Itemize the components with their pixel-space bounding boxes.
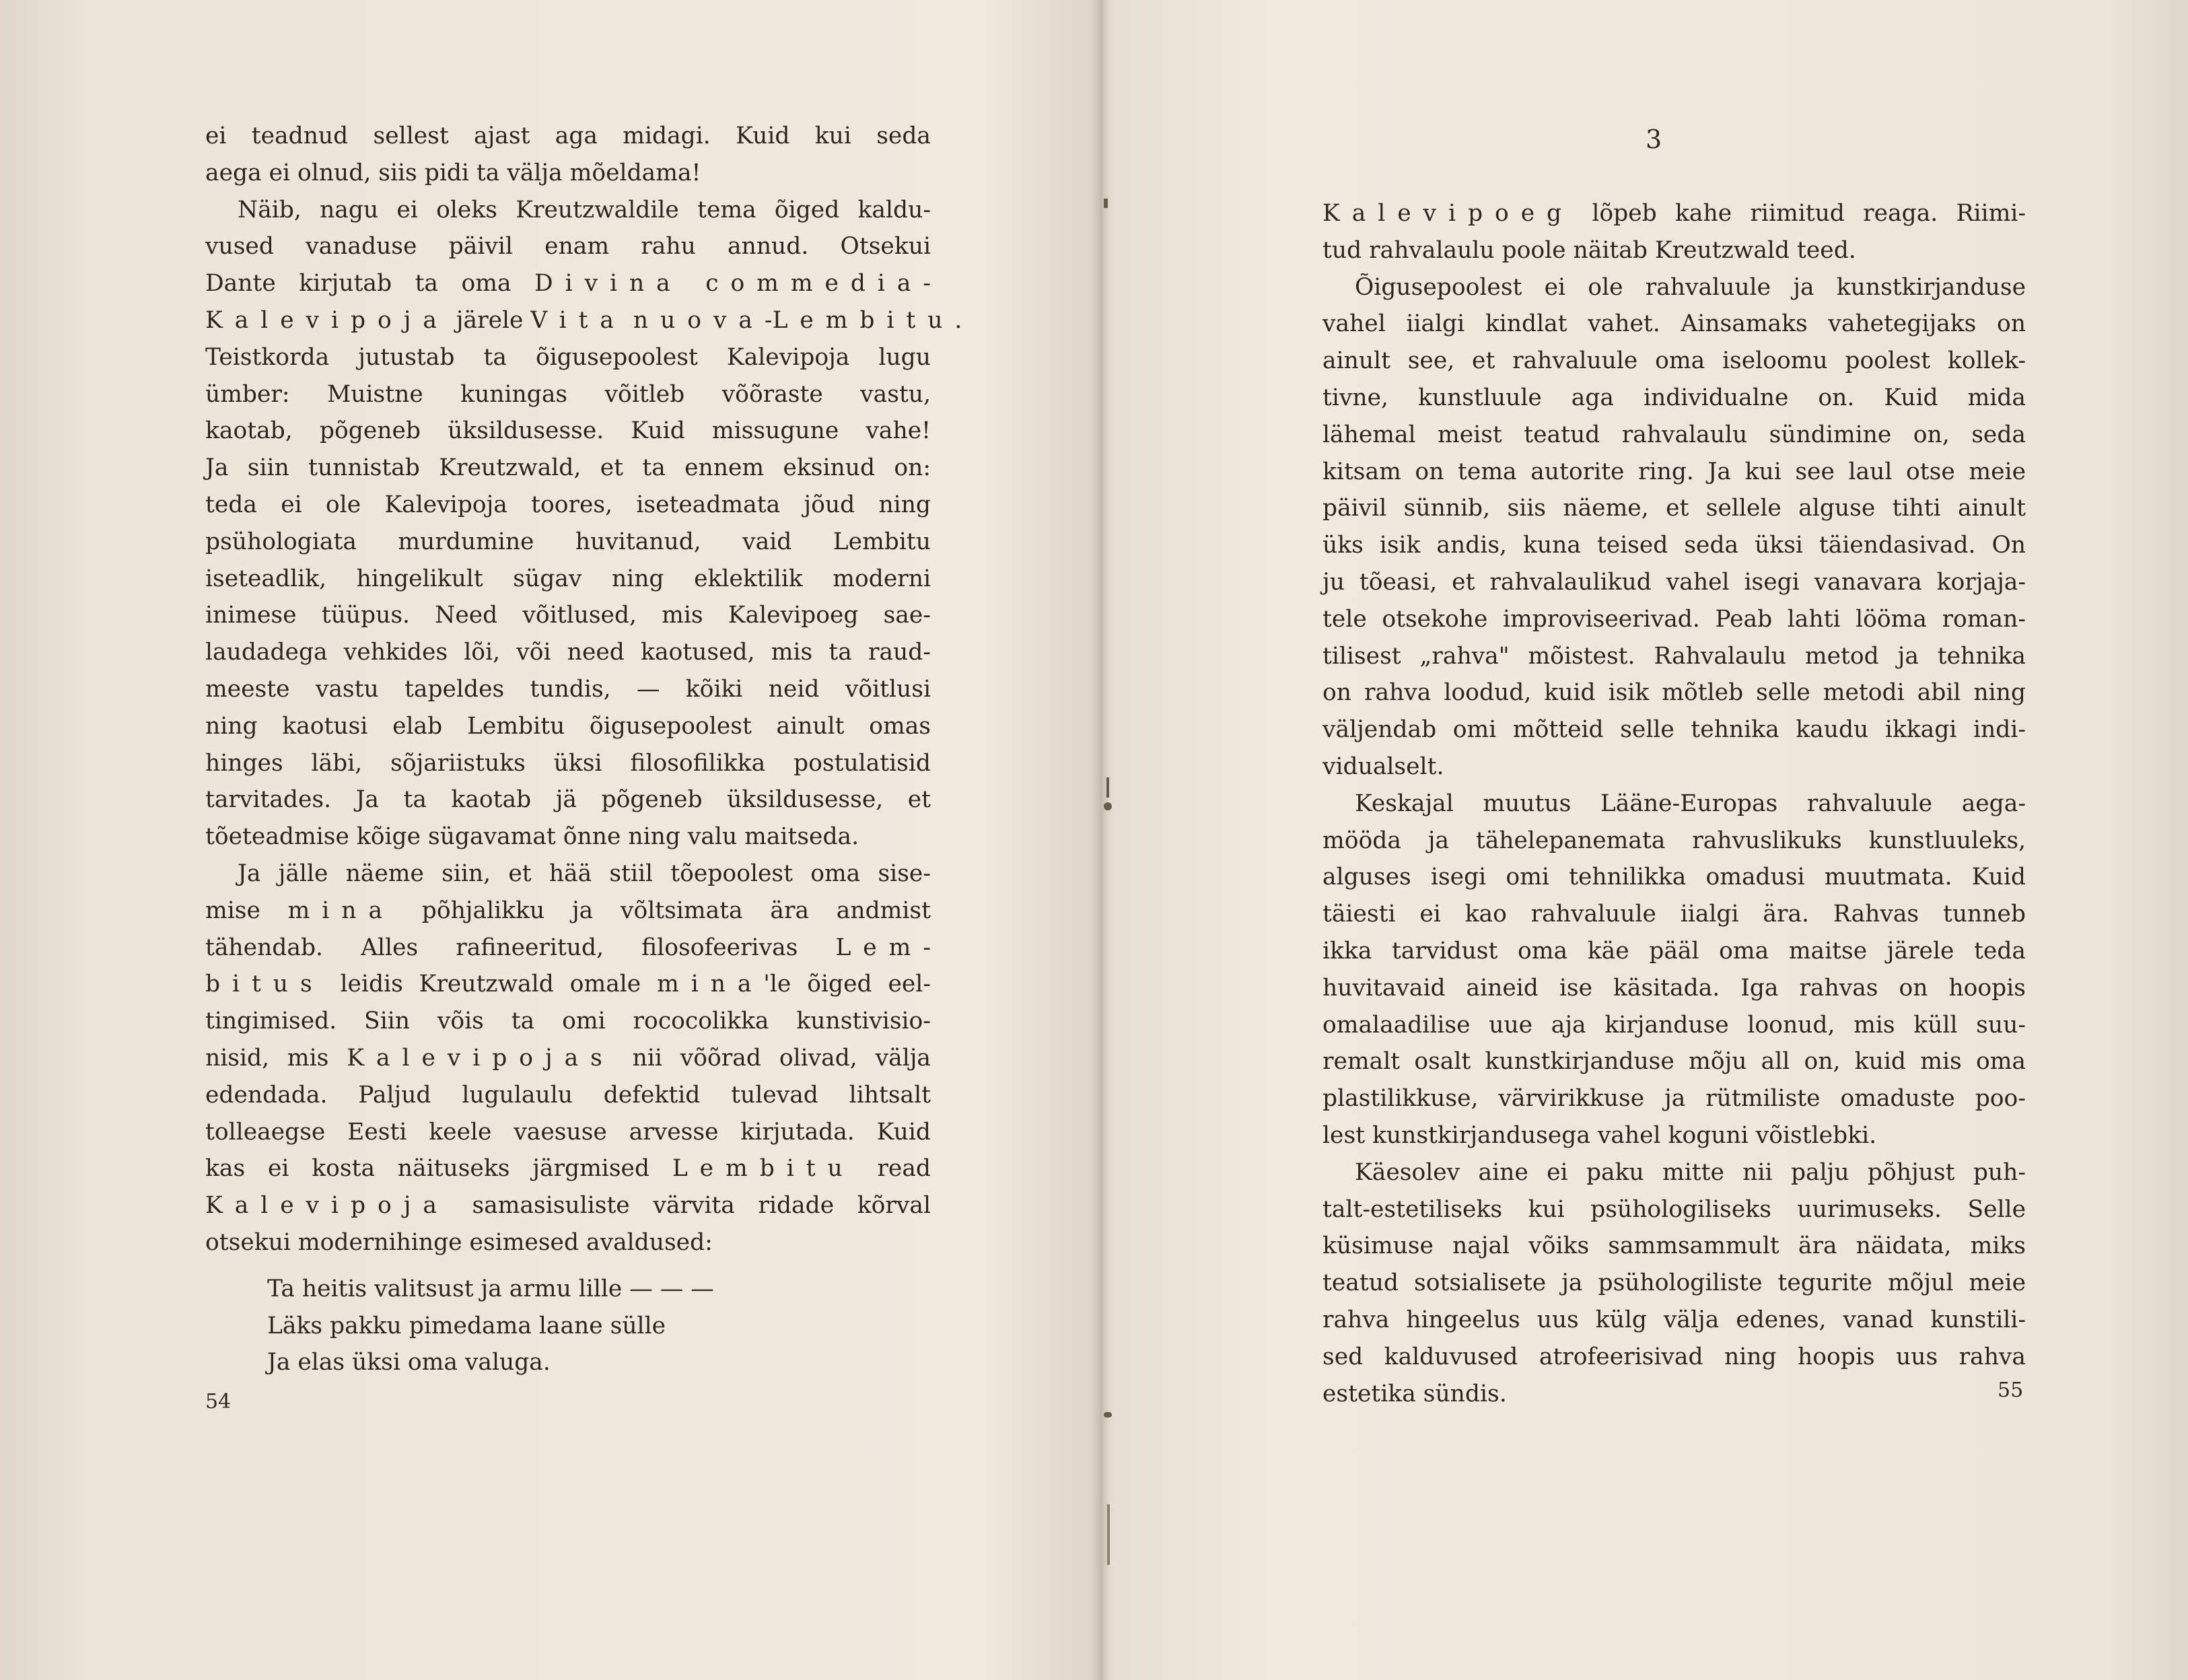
- text-run: tud rahvalaulu poole näitab Kreutzwald teed.: [1322, 236, 1856, 264]
- text-line: [205, 265, 931, 302]
- spaced-word: Divina: [534, 270, 682, 298]
- text-run: estetika sündis.: [1322, 1380, 1507, 1407]
- spaced-word: Lembitu: [772, 306, 955, 334]
- text-run: tilisest „rahva" mõistest. Rahvalaulu metod ja tehnika: [1322, 642, 2026, 670]
- text-run: tähendab. Alles rafineeritud, filosofeerivas: [205, 934, 836, 961]
- text-line: [205, 708, 931, 745]
- text-line: [1322, 454, 2026, 491]
- text-run: [682, 270, 706, 297]
- text-run: on rahva loodud, kuid isik mõtleb selle metodi abil ning: [1322, 679, 2026, 707]
- text-run: .: [954, 306, 962, 334]
- text-line: [1322, 564, 2026, 601]
- text-run: -: [764, 306, 773, 334]
- spaced-word: Kalevipojas: [347, 1044, 614, 1072]
- text-run: vidualselt.: [1322, 753, 1444, 780]
- text-line: [205, 376, 931, 413]
- text-run: rahva hingeelus uus külg välja edenes, vanad kunstili-: [1322, 1306, 2026, 1333]
- text-run: Näib, nagu ei oleks Kreutzwaldile tema õiged kaldu-: [238, 196, 931, 223]
- text-line: [205, 930, 931, 967]
- text-run: alguses isegi omi tehnilikka omadusi muutmata. Kuid: [1322, 864, 2026, 891]
- left-page-folio: 54: [205, 1390, 232, 1413]
- text-line: [205, 228, 931, 265]
- text-line: [205, 781, 931, 818]
- text-run: kaotab, põgeneb üksildusesse. Kuid missugune vahe!: [205, 417, 931, 445]
- text-line: [1322, 1376, 2026, 1413]
- text-run: Käesolev aine ei paku mitte nii palju põhjust puh-: [1355, 1158, 2026, 1186]
- text-line: [205, 302, 962, 339]
- text-line: [1322, 823, 2026, 860]
- text-run: mise: [205, 897, 288, 924]
- text-run: väljendab omi mõtteid selle tehnika kaudu ikkagi indi-: [1322, 716, 2026, 744]
- text-line: [1322, 195, 2026, 232]
- text-run: tingimised. Siin võis ta omi rococolikka kunstivisio-: [205, 1008, 931, 1035]
- right-page-folio: 55: [1998, 1378, 2024, 1402]
- text-line: [1322, 490, 2026, 527]
- text-line: [1322, 711, 2026, 748]
- text-run: täiesti ei kao rahvaluule iialgi ära. Rahvas tunneb: [1322, 901, 2026, 928]
- right-page: [1094, 0, 2188, 1680]
- text-run: Dante kirjutab ta oma: [205, 270, 535, 298]
- text-run: sed kalduvused atrofeerisivad ning hoopis uus rahva: [1322, 1343, 2026, 1370]
- text-line: [205, 1224, 931, 1261]
- text-line: [205, 1114, 931, 1151]
- spaced-word: Kalevipoja: [205, 306, 449, 334]
- text-line: [205, 155, 931, 192]
- spaced-word: Kalevipoja: [205, 1192, 449, 1220]
- text-line: [1322, 896, 2026, 933]
- text-line: [205, 597, 931, 634]
- spaced-word: Lem: [835, 934, 923, 961]
- left-page-text: [205, 118, 962, 1381]
- text-run: mööda ja tähelepanemata rahvuslikuks kunstluuleks,: [1322, 827, 2026, 854]
- spaced-word: mina: [657, 971, 764, 998]
- text-run: psühologiata murdumine huvitanud, vaid Lembitu: [205, 528, 931, 555]
- text-run: tivne, kunstluule aga individualne on. Kuid mida: [1322, 384, 2026, 411]
- text-run: iseteadlik, hingelikult sügav ning eklektilik moderni: [205, 565, 931, 592]
- text-run: päivil sünnib, siis näeme, et sellele alguse tihti ainult: [1322, 495, 2026, 522]
- text-run: järele: [448, 306, 531, 334]
- text-line: [205, 1040, 931, 1077]
- text-run: aega ei olnud, siis pidi ta välja mõeldama!: [205, 159, 701, 186]
- text-run: 'le õiged eel-: [763, 971, 931, 998]
- verse-line: Läks pakku pimedama laane sülle: [267, 1312, 666, 1339]
- spaced-word: commedia: [705, 270, 923, 298]
- text-line: [205, 966, 931, 1003]
- text-line: [205, 634, 931, 671]
- text-run: vused vanaduse päivil enam rahu annud. Otsekui: [205, 233, 931, 260]
- text-run: lähemal meist teatud rahvalaulu sündimine on, seda: [1322, 421, 2026, 448]
- text-run: plastilikkuse, värvirikkuse ja rütmiliste omaduste poo-: [1322, 1085, 2026, 1113]
- spaced-word: mina: [287, 897, 394, 924]
- text-run: edendada. Paljud lugulaulu defektid tulevad lihtsalt: [205, 1081, 931, 1109]
- text-run: nisid, mis: [205, 1044, 347, 1072]
- text-run: huvitavaid aineid ise käsitada. Iga rahvas on hoopis: [1322, 974, 2026, 1002]
- text-line: [1322, 1302, 2026, 1339]
- text-line: [1322, 1080, 2026, 1117]
- text-run: lest kunstkirjandusega vahel koguni võistlebki.: [1322, 1121, 1877, 1149]
- text-run: read: [854, 1155, 931, 1183]
- text-run: ikka tarvidust oma käe pääl oma maitse järele teda: [1322, 937, 2026, 965]
- text-line: [1322, 306, 2026, 343]
- text-run: Õigusepoolest ei ole rahvaluule ja kunstkirjanduse: [1355, 273, 2026, 301]
- text-line: [1322, 970, 2026, 1007]
- text-line: [205, 118, 931, 155]
- text-line: [1322, 785, 2026, 823]
- text-run: leidis Kreutzwald omale: [324, 971, 658, 998]
- text-run: hinges läbi, sõjariistuks üksi filosofilikka postulatisid: [205, 749, 931, 777]
- text-line: [1322, 1154, 2026, 1191]
- text-line: [205, 1077, 931, 1114]
- text-line: [205, 1003, 931, 1040]
- text-line: [1322, 269, 2026, 306]
- text-run: talt-estetiliseks kui psühologiliseks uurimuseks. Selle: [1322, 1195, 2026, 1223]
- text-run: tolleaegse Eesti keele vaesuse arvesse kirjutada. Kuid: [205, 1118, 931, 1146]
- text-line: [205, 1150, 931, 1187]
- text-run: nii võõrad olivad, välja: [614, 1044, 931, 1072]
- spaced-word: bitus: [205, 971, 324, 998]
- text-run: remalt osalt kunstkirjanduse mõju all on, kuid mis oma: [1322, 1048, 2026, 1076]
- text-line: [1322, 527, 2026, 564]
- text-line: [205, 745, 931, 782]
- right-page-number: 3: [1646, 125, 1662, 154]
- text-line: [1322, 748, 2026, 785]
- text-line: [1322, 1191, 2026, 1228]
- text-run: üks isik andis, kuna teised seda üksi täiendasivad. On: [1322, 532, 2026, 559]
- text-run: kitsam on tema autorite ring. Ja kui see laul otse meie: [1322, 458, 2026, 485]
- text-run: vahel iialgi kindlat vahet. Ainsamaks vahetegijaks on: [1322, 310, 2026, 338]
- text-line: [1322, 674, 2026, 711]
- text-line: [1322, 1265, 2026, 1302]
- text-line: [205, 1187, 931, 1224]
- verse-quotation: [205, 1271, 931, 1381]
- text-run: -: [923, 270, 931, 298]
- text-line: [205, 561, 931, 598]
- text-run: laudadega vehkides lõi, või need kaotused, mis ta raud-: [205, 639, 931, 666]
- text-line: [205, 855, 931, 893]
- text-line: [205, 893, 931, 930]
- text-run: meeste vastu tapeldes tundis, — kõiki neid võitlusi: [205, 675, 931, 703]
- text-run: ju tõeasi, et rahvalaulikud vahel isegi vanavara korjaja-: [1322, 568, 2026, 596]
- text-run: küsimuse najal võiks sammsammult ära näidata, miks: [1322, 1232, 2026, 1260]
- text-run: samasisuliste värvita ridade kõrval: [448, 1192, 931, 1220]
- text-run: -: [923, 934, 931, 961]
- text-line: [1322, 417, 2026, 454]
- text-run: [626, 307, 633, 334]
- text-run: ning kaotusi elab Lembitu õigusepoolest ainult omas: [205, 712, 931, 740]
- text-run: inimese tüüpus. Need võitlused, mis Kalevipoeg sae-: [205, 602, 931, 629]
- text-line: [205, 413, 931, 450]
- text-line: [1322, 1117, 2026, 1154]
- text-run: otsekui modernihinge esimesed avaldused:: [205, 1228, 713, 1256]
- text-line: [205, 450, 931, 487]
- text-run: Ja siin tunnistab Kreutzwald, et ta ennem eksinud on:: [205, 454, 931, 482]
- text-run: tarvitades. Ja ta kaotab jä põgeneb üksildusesse, et: [205, 786, 931, 814]
- text-line: [1322, 933, 2026, 970]
- text-line: [1322, 601, 2026, 638]
- text-run: ümber: Muistne kuningas võitleb võõraste vastu,: [205, 380, 931, 408]
- text-run: Teistkorda jutustab ta õigusepoolest Kalevipoja lugu: [205, 343, 931, 371]
- text-line: [1322, 380, 2026, 417]
- text-run: lõpeb kahe riimitud reaga. Riimi-: [1574, 200, 2026, 227]
- spaced-word: Lembitu: [672, 1155, 855, 1183]
- spaced-word: nuova: [633, 306, 765, 334]
- text-line: [1322, 638, 2026, 675]
- text-run: teda ei ole Kalevipoja toores, iseteadmata jõud ning: [205, 491, 931, 518]
- text-run: ainult see, et rahvaluule oma iseloomu poolest kollek-: [1322, 347, 2026, 375]
- text-run: kas ei kosta näituseks järgmised: [205, 1155, 672, 1183]
- text-line: [205, 671, 931, 708]
- text-line: [205, 524, 931, 561]
- text-line: [205, 818, 931, 855]
- text-run: ei teadnud sellest ajast aga midagi. Kuid kui seda: [205, 123, 931, 149]
- text-run: põhjalikku ja võltsimata ära andmist: [394, 897, 931, 924]
- text-run: Ja jälle näeme siin, et hää stiil tõepoolest oma sise-: [238, 860, 931, 887]
- text-run: omalaadilise uue aja kirjanduse loonud, mis küll suu-: [1322, 1011, 2026, 1039]
- text-line: [1322, 343, 2026, 380]
- text-line: [205, 339, 931, 376]
- text-line: [1322, 1007, 2026, 1044]
- text-line: [205, 192, 931, 229]
- text-line: [1322, 1339, 2026, 1376]
- verse-line: Ta heitis valitsust ja armu lille — — —: [267, 1275, 714, 1302]
- text-run: teatud sotsialisete ja psühologiliste tegurite mõjul meie: [1322, 1269, 2026, 1297]
- text-line: [1322, 1228, 2026, 1265]
- spaced-word: Vita: [530, 306, 626, 334]
- spaced-word: Kalevipoeg: [1322, 200, 1574, 227]
- verse-line: Ja elas üksi oma valuga.: [267, 1349, 551, 1376]
- text-run: tele otsekohe improviseerivad. Peab lahti lööma roman-: [1322, 605, 2026, 633]
- text-line: [1322, 859, 2026, 896]
- text-run: Keskajal muutus Lääne-Europas rahvaluule aega-: [1355, 790, 2026, 817]
- text-run: tõeteadmise kõige sügavamat õnne ning valu maitseda.: [205, 823, 859, 851]
- text-line: [1322, 1043, 2026, 1080]
- right-page-text: [1322, 195, 2026, 1412]
- text-line: [1322, 232, 2026, 269]
- text-line: [205, 487, 931, 524]
